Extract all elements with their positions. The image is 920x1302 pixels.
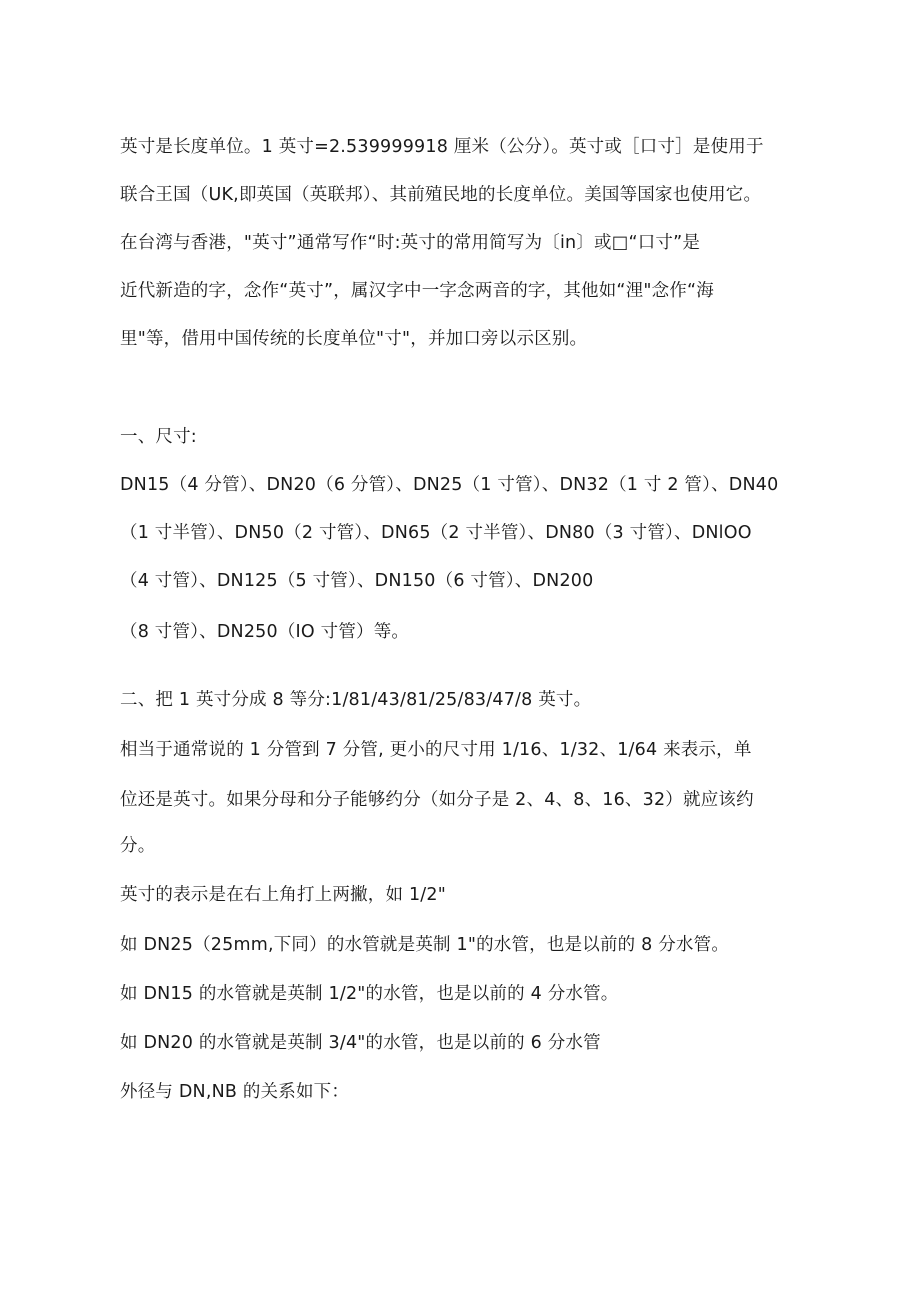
section-2-line-7: 如 DN20 的水管就是英制 3/4"的水管，也是以前的 6 分水管 xyxy=(120,1033,601,1053)
paragraph-1-line-4: 近代新造的字，念作“英寸”，属汉字中一字念两音的字，其他如“浬"念作“海 xyxy=(120,281,715,301)
section-2-line-8: 外径与 DN,NB 的关系如下： xyxy=(120,1082,350,1102)
paragraph-1-line-5: 里"等，借用中国传统的长度单位"寸"，并加口旁以示区别。 xyxy=(120,329,588,349)
section-1-line-4: （8 寸管）、DN250（IO 寸管）等。 xyxy=(120,622,410,642)
section-2-line-3: 分。 xyxy=(120,836,156,856)
section-2-line-2: 位还是英寸。如果分母和分子能够约分（如分子是 2、4、8、16、32）就应该约 xyxy=(120,790,754,810)
section-1-line-1: DN15（4 分管）、DN20（6 分管）、DN25（1 寸管）、DN32（1 寸 2 管）、DN40 xyxy=(120,475,779,495)
section-1-line-3: （4 寸管）、DN125（5 寸管）、DN150（6 寸管）、DN200 xyxy=(120,571,594,591)
paragraph-1-line-1: 英寸是长度单位。1 英寸=2.539999918 厘米（公分）。英寸或［口寸］是使用于 xyxy=(120,137,764,157)
section-2-line-1: 相当于通常说的 1 分管到 7 分管, 更小的尺寸用 1/16、1/32、1/64 来表示，单 xyxy=(120,740,752,760)
section-2-heading: 二、把 1 英寸分成 8 等分:1/81/43/81/25/83/47/8 英寸。 xyxy=(120,690,592,710)
section-1-heading: 一、尺寸: xyxy=(120,427,197,447)
section-2-line-4: 英寸的表示是在右上角打上两撇，如 1/2" xyxy=(120,885,446,905)
section-2-line-5: 如 DN25（25mm,下同）的水管就是英制 1"的水管，也是以前的 8 分水管。 xyxy=(120,935,730,955)
paragraph-1-line-2: 联合王国（UK,即英国（英联邦）、其前殖民地的长度单位。美国等国家也使用它。 xyxy=(120,185,762,205)
section-2-line-6: 如 DN15 的水管就是英制 1/2"的水管，也是以前的 4 分水管。 xyxy=(120,984,619,1004)
section-1-line-2: （1 寸半管）、DN50（2 寸管）、DN65（2 寸半管）、DN80（3 寸管）、DNlOO xyxy=(120,523,752,543)
paragraph-1-line-3: 在台湾与香港，"英寸”通常写作“时:英寸的常用简写为〔in〕或□“口寸”是 xyxy=(120,233,701,253)
